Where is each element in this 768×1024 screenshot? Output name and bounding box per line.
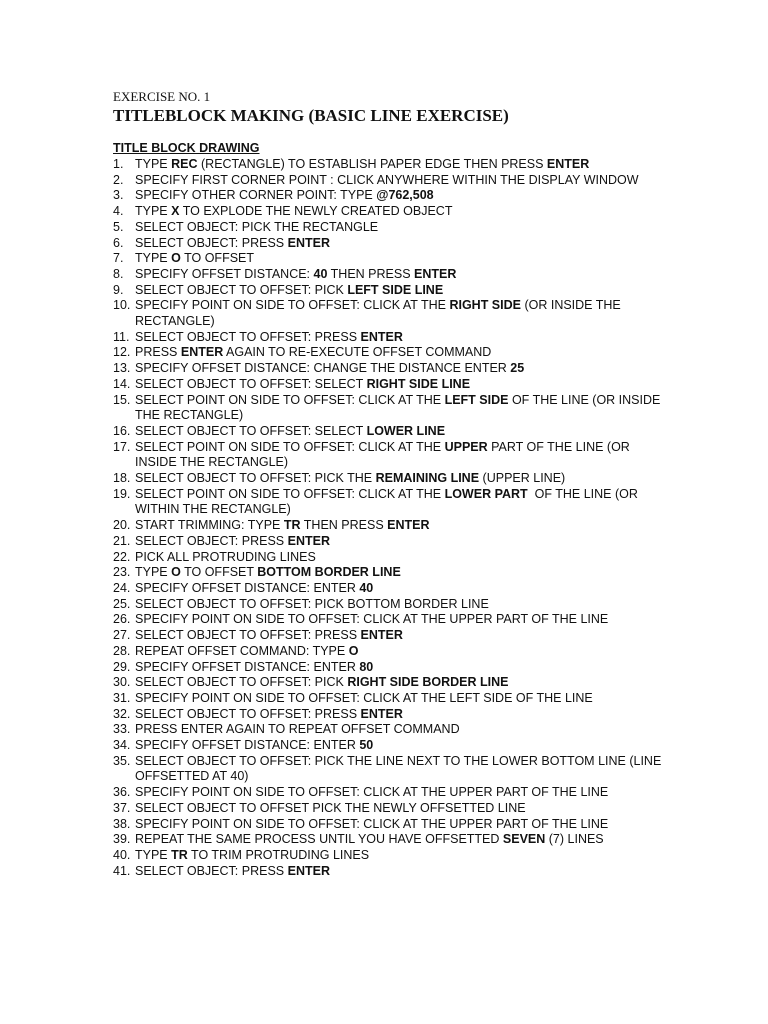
step-emphasis: X bbox=[171, 204, 180, 219]
step-text-part: SPECIFY OTHER CORNER POINT: TYPE bbox=[135, 188, 377, 203]
step-text-part: PICK ALL PROTRUDING LINES bbox=[135, 549, 316, 564]
step-number: 33. bbox=[113, 722, 131, 737]
step-item bbox=[113, 801, 673, 817]
step-item bbox=[113, 534, 673, 550]
step-text-part: SELECT OBJECT: PRESS bbox=[135, 533, 288, 548]
step-number: 31. bbox=[113, 690, 131, 705]
step-text-part: SELECT OBJECT TO OFFSET: PICK BOTTOM BORDER LINE bbox=[135, 596, 489, 611]
step-number: 37. bbox=[113, 800, 131, 815]
step-emphasis: TR bbox=[283, 518, 301, 533]
step-number: 4. bbox=[113, 204, 124, 219]
step-number: 15. bbox=[113, 392, 131, 407]
step-number: 28. bbox=[113, 643, 131, 658]
step-item bbox=[113, 722, 673, 738]
step-number: 13. bbox=[113, 361, 131, 376]
step-number: 41. bbox=[113, 863, 131, 878]
step-text bbox=[135, 220, 673, 236]
step-emphasis: UPPER bbox=[444, 439, 488, 454]
step-text-part: SPECIFY POINT ON SIDE TO OFFSET: CLICK AT THE UPPER PART OF THE LINE bbox=[135, 612, 609, 627]
step-emphasis: ENTER bbox=[360, 706, 403, 721]
step-text bbox=[135, 801, 673, 817]
step-text-part: TYPE bbox=[135, 157, 172, 171]
step-text bbox=[135, 361, 673, 377]
step-item bbox=[113, 236, 673, 252]
step-item bbox=[113, 424, 673, 440]
step-item bbox=[113, 550, 673, 566]
step-number: 38. bbox=[113, 816, 131, 831]
step-emphasis: @762,508 bbox=[376, 188, 434, 203]
step-item bbox=[113, 565, 673, 581]
step-text-part: SPECIFY OFFSET DISTANCE: ENTER bbox=[135, 580, 360, 595]
step-text-part: SELECT OBJECT TO OFFSET: PRESS bbox=[135, 628, 361, 643]
step-text bbox=[135, 754, 673, 785]
step-item bbox=[113, 832, 673, 848]
step-item bbox=[113, 267, 673, 283]
step-item bbox=[113, 204, 673, 220]
step-text-part: SELECT OBJECT TO OFFSET: PICK bbox=[135, 282, 348, 297]
step-text-part: TYPE bbox=[135, 847, 172, 862]
step-item bbox=[113, 597, 673, 613]
step-text-part: THEN PRESS bbox=[300, 518, 388, 533]
step-number: 35. bbox=[113, 753, 131, 768]
step-item bbox=[113, 628, 673, 644]
step-emphasis: RIGHT SIDE LINE bbox=[366, 376, 471, 391]
step-item bbox=[113, 848, 673, 864]
step-text bbox=[135, 550, 673, 566]
step-text bbox=[135, 534, 673, 550]
step-text-part: AGAIN TO RE-EXECUTE OFFSET COMMAND bbox=[223, 345, 492, 360]
step-emphasis: REMAINING LINE bbox=[375, 471, 480, 486]
step-text-part: SPECIFY POINT ON SIDE TO OFFSET: CLICK AT THE UPPER PART OF THE LINE bbox=[135, 816, 609, 831]
step-text-part: REPEAT THE SAME PROCESS UNTIL YOU HAVE OFFSETTED bbox=[135, 832, 503, 847]
step-item bbox=[113, 817, 673, 833]
step-text-part: TO TRIM PROTRUDING LINES bbox=[187, 847, 370, 862]
step-text-part: SELECT OBJECT: PICK THE RECTANGLE bbox=[135, 219, 379, 234]
step-text bbox=[135, 377, 673, 393]
step-text-part: (RECTANGLE) TO ESTABLISH PAPER EDGE THEN PRESS bbox=[197, 157, 547, 171]
step-item bbox=[113, 471, 673, 487]
step-text-part: SPECIFY POINT ON SIDE TO OFFSET: CLICK AT THE LEFT SIDE OF THE LINE bbox=[135, 690, 593, 705]
step-text bbox=[135, 393, 673, 424]
step-emphasis: LEFT SIDE LINE bbox=[347, 282, 444, 297]
step-item bbox=[113, 644, 673, 660]
step-text-part: SPECIFY FIRST CORNER POINT : CLICK ANYWHERE WITHIN THE DISPLAY WINDOW bbox=[135, 172, 639, 187]
step-emphasis: ENTER bbox=[287, 863, 330, 878]
step-item bbox=[113, 377, 673, 393]
step-text-part: SELECT OBJECT TO OFFSET: PICK THE LINE NEXT TO THE LOWER BOTTOM LINE (LINE OFFSETTED AT 40) bbox=[135, 753, 665, 784]
step-number: 19. bbox=[113, 486, 131, 501]
step-item bbox=[113, 440, 673, 471]
step-text-part: SELECT OBJECT TO OFFSET: PICK THE bbox=[135, 471, 376, 486]
step-item bbox=[113, 675, 673, 691]
step-number: 30. bbox=[113, 675, 131, 690]
step-text-part: PRESS bbox=[135, 345, 181, 360]
step-text-part: SELECT OBJECT TO OFFSET: SELECT bbox=[135, 423, 367, 438]
step-emphasis: 40 bbox=[313, 266, 328, 281]
step-emphasis: ENTER bbox=[414, 266, 457, 281]
step-text bbox=[135, 722, 673, 738]
step-emphasis: 50 bbox=[359, 738, 374, 753]
step-item bbox=[113, 612, 673, 628]
step-text bbox=[135, 518, 673, 534]
step-item bbox=[113, 660, 673, 676]
step-text bbox=[135, 832, 673, 848]
step-emphasis: BOTTOM BORDER LINE bbox=[257, 565, 401, 580]
step-item bbox=[113, 173, 673, 189]
step-item bbox=[113, 298, 673, 329]
document-title: TITLEBLOCK MAKING (BASIC LINE EXERCISE) bbox=[113, 106, 509, 125]
step-text-part: SPECIFY OFFSET DISTANCE: ENTER bbox=[135, 659, 360, 674]
step-text bbox=[135, 612, 673, 628]
step-text-part: SELECT POINT ON SIDE TO OFFSET: CLICK AT THE bbox=[135, 486, 445, 501]
step-number: 1. bbox=[113, 157, 124, 171]
step-text bbox=[135, 597, 673, 613]
step-emphasis: LEFT SIDE bbox=[444, 392, 509, 407]
step-number: 12. bbox=[113, 345, 131, 360]
step-number: 34. bbox=[113, 738, 131, 753]
step-emphasis: 40 bbox=[359, 580, 374, 595]
step-number: 40. bbox=[113, 847, 131, 862]
step-text-part: SELECT OBJECT TO OFFSET PICK THE NEWLY OFFSETTED LINE bbox=[135, 800, 526, 815]
step-item bbox=[113, 581, 673, 597]
step-text-part: SPECIFY OFFSET DISTANCE: bbox=[135, 266, 314, 281]
step-text bbox=[135, 628, 673, 644]
step-text-part: TYPE bbox=[135, 204, 172, 219]
step-number: 8. bbox=[113, 266, 124, 281]
step-text bbox=[135, 330, 673, 346]
step-text bbox=[135, 738, 673, 754]
step-text-part: (7) LINES bbox=[545, 832, 604, 847]
step-text bbox=[135, 691, 673, 707]
step-emphasis: O bbox=[171, 251, 181, 266]
step-text-part: OF THE LINE (OR INSIDE THE RECTANGLE) bbox=[135, 392, 664, 423]
step-text bbox=[135, 487, 673, 518]
step-text-part: SELECT POINT ON SIDE TO OFFSET: CLICK AT THE bbox=[135, 392, 445, 407]
step-item bbox=[113, 157, 673, 173]
step-number: 2. bbox=[113, 172, 124, 187]
step-text bbox=[135, 424, 673, 440]
step-text-part: THEN PRESS bbox=[327, 266, 415, 281]
step-emphasis: O bbox=[348, 643, 359, 658]
step-text-part: SELECT OBJECT: PRESS bbox=[135, 863, 288, 878]
step-text bbox=[135, 817, 673, 833]
step-number: 36. bbox=[113, 785, 131, 800]
step-text-part: SELECT OBJECT TO OFFSET: SELECT bbox=[135, 376, 367, 391]
step-text bbox=[135, 188, 673, 204]
step-number: 5. bbox=[113, 219, 124, 234]
step-number: 26. bbox=[113, 612, 131, 627]
step-text-part: TYPE bbox=[135, 565, 172, 580]
step-text bbox=[135, 173, 673, 189]
step-item bbox=[113, 251, 673, 267]
step-item bbox=[113, 691, 673, 707]
step-number: 16. bbox=[113, 423, 131, 438]
step-number: 6. bbox=[113, 235, 124, 250]
step-emphasis: O bbox=[171, 565, 181, 580]
step-text bbox=[135, 660, 673, 676]
step-text-part: TO OFFSET bbox=[180, 565, 258, 580]
step-emphasis: RIGHT SIDE BORDER LINE bbox=[347, 675, 509, 690]
step-text bbox=[135, 204, 673, 220]
step-text bbox=[135, 565, 673, 581]
step-item bbox=[113, 330, 673, 346]
step-text bbox=[135, 848, 673, 864]
step-text bbox=[135, 707, 673, 723]
step-text bbox=[135, 471, 673, 487]
step-number: 21. bbox=[113, 533, 131, 548]
step-emphasis: TR bbox=[171, 847, 188, 862]
step-number: 32. bbox=[113, 706, 131, 721]
step-text bbox=[135, 644, 673, 660]
step-number: 7. bbox=[113, 251, 124, 266]
step-item bbox=[113, 283, 673, 299]
step-emphasis: LOWER PART bbox=[444, 486, 528, 501]
step-emphasis: SEVEN bbox=[502, 832, 546, 847]
step-text-part: SPECIFY POINT ON SIDE TO OFFSET: CLICK AT THE bbox=[135, 298, 450, 313]
step-text bbox=[135, 864, 673, 880]
step-number: 23. bbox=[113, 565, 131, 580]
step-text-part: (UPPER LINE) bbox=[479, 471, 566, 486]
step-text-part: (OR INSIDE THE RECTANGLE) bbox=[135, 298, 625, 329]
step-item bbox=[113, 707, 673, 723]
step-item bbox=[113, 487, 673, 518]
step-number: 39. bbox=[113, 832, 131, 847]
step-number: 11. bbox=[113, 329, 130, 344]
step-number: 29. bbox=[113, 659, 131, 674]
section-heading: TITLE BLOCK DRAWING bbox=[113, 141, 260, 155]
step-text bbox=[135, 675, 673, 691]
step-text bbox=[135, 345, 673, 361]
step-text bbox=[135, 267, 673, 283]
step-number: 10. bbox=[113, 298, 131, 313]
step-text-part: START TRIMMING: TYPE bbox=[135, 518, 284, 533]
step-item bbox=[113, 754, 673, 785]
step-emphasis: RIGHT SIDE bbox=[449, 298, 521, 313]
exercise-number: EXERCISE NO. 1 bbox=[113, 89, 211, 104]
step-text-part: SPECIFY POINT ON SIDE TO OFFSET: CLICK AT THE UPPER PART OF THE LINE bbox=[135, 785, 609, 800]
step-text-part: SPECIFY OFFSET DISTANCE: CHANGE THE DISTANCE ENTER bbox=[135, 361, 511, 376]
step-text-part: SELECT POINT ON SIDE TO OFFSET: CLICK AT THE bbox=[135, 439, 445, 454]
step-emphasis: ENTER bbox=[287, 235, 330, 250]
step-text-part: PART OF THE LINE (OR INSIDE THE RECTANGLE) bbox=[135, 439, 634, 470]
step-text-part: SELECT OBJECT: PRESS bbox=[135, 235, 288, 250]
step-emphasis: ENTER bbox=[546, 157, 590, 171]
step-number: 25. bbox=[113, 596, 131, 611]
step-item bbox=[113, 188, 673, 204]
step-text bbox=[135, 440, 673, 471]
step-emphasis: 80 bbox=[359, 659, 374, 674]
step-emphasis: ENTER bbox=[360, 628, 403, 643]
step-text bbox=[135, 157, 673, 173]
step-text-part: PRESS ENTER AGAIN TO REPEAT OFFSET COMMAND bbox=[135, 722, 460, 737]
step-item bbox=[113, 738, 673, 754]
step-text-part: TO OFFSET bbox=[180, 251, 255, 266]
step-text bbox=[135, 283, 673, 299]
step-item bbox=[113, 220, 673, 236]
step-text bbox=[135, 298, 673, 329]
steps-list bbox=[113, 157, 673, 879]
step-number: 18. bbox=[113, 471, 131, 486]
step-emphasis: 25 bbox=[510, 361, 525, 376]
step-number: 3. bbox=[113, 188, 124, 203]
step-item bbox=[113, 785, 673, 801]
step-text-part: REPEAT OFFSET COMMAND: TYPE bbox=[135, 643, 349, 658]
step-emphasis: LOWER LINE bbox=[366, 423, 446, 438]
step-number: 24. bbox=[113, 580, 131, 595]
step-emphasis: REC bbox=[171, 157, 198, 171]
step-item bbox=[113, 518, 673, 534]
step-text-part: SELECT OBJECT TO OFFSET: PICK bbox=[135, 675, 348, 690]
step-emphasis: ENTER bbox=[180, 345, 224, 360]
step-text-part: OF THE LINE (OR WITHIN THE RECTANGLE) bbox=[135, 486, 642, 517]
step-emphasis: ENTER bbox=[387, 518, 430, 533]
step-text-part: SPECIFY OFFSET DISTANCE: ENTER bbox=[135, 738, 360, 753]
step-number: 9. bbox=[113, 282, 124, 297]
step-number: 20. bbox=[113, 518, 131, 533]
step-text-part: SELECT OBJECT TO OFFSET: PRESS bbox=[135, 706, 361, 721]
step-text bbox=[135, 236, 673, 252]
step-text-part: TO EXPLODE THE NEWLY CREATED OBJECT bbox=[179, 204, 453, 219]
step-text-part: SELECT OBJECT TO OFFSET: PRESS bbox=[135, 329, 361, 344]
step-number: 27. bbox=[113, 628, 131, 643]
step-text-part: TYPE bbox=[135, 251, 172, 266]
step-item bbox=[113, 361, 673, 377]
step-item bbox=[113, 864, 673, 880]
step-text bbox=[135, 581, 673, 597]
step-text bbox=[135, 251, 673, 267]
step-number: 14. bbox=[113, 376, 131, 391]
step-number: 22. bbox=[113, 549, 131, 564]
step-emphasis: ENTER bbox=[360, 329, 403, 344]
step-number: 17. bbox=[113, 439, 131, 454]
step-emphasis: ENTER bbox=[287, 533, 330, 548]
step-text bbox=[135, 785, 673, 801]
step-item bbox=[113, 345, 673, 361]
step-item bbox=[113, 393, 673, 424]
